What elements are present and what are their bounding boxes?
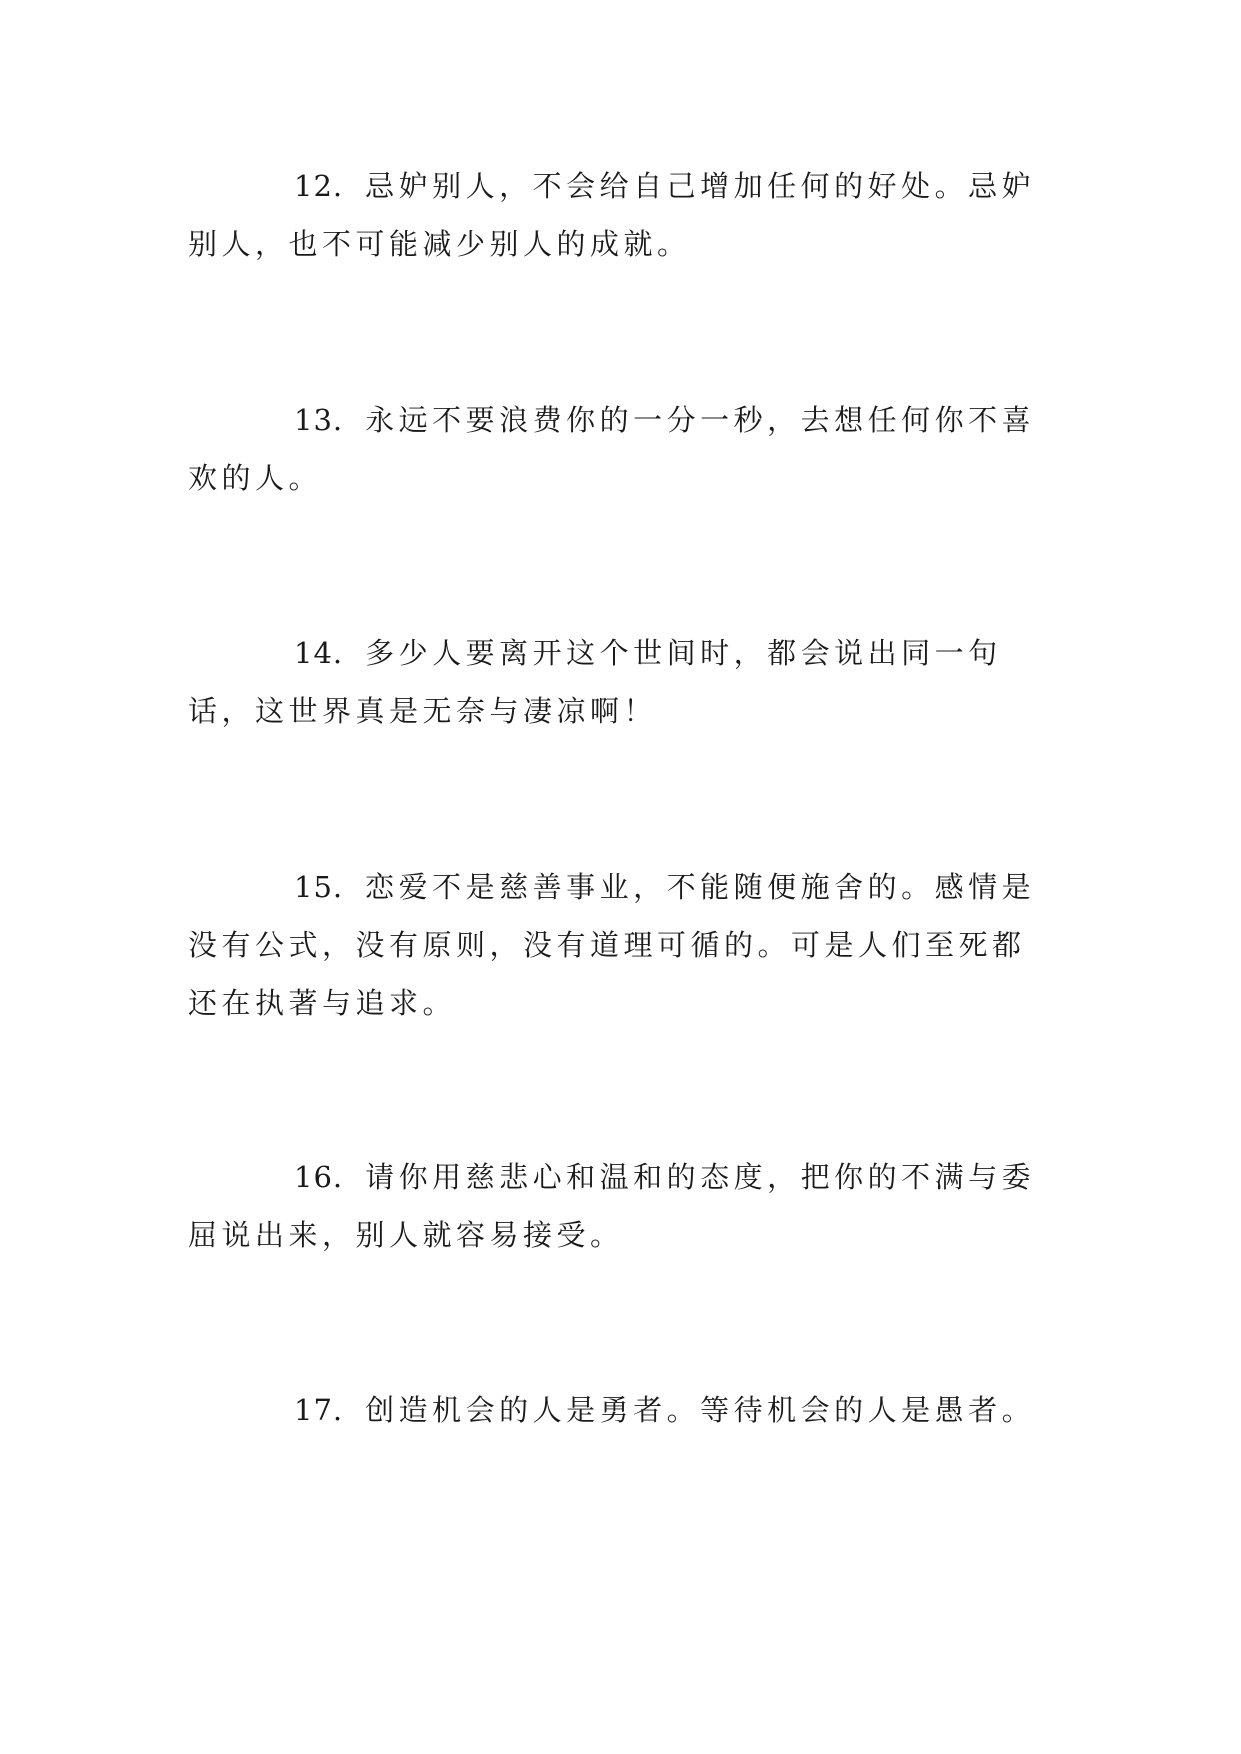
quote-number: 13. xyxy=(294,403,344,437)
quote-text: 创造机会的人是勇者。等待机会的人是愚者。 xyxy=(365,1393,1036,1427)
quote-paragraph xyxy=(188,858,1058,1032)
quote-text: 请你用慈悲心和温和的态度，把你的不满与委屈说出来，别人就容易接受。 xyxy=(188,1160,1036,1252)
quote-number: 17. xyxy=(294,1393,344,1427)
quote-paragraph xyxy=(188,391,1058,507)
quote-paragraph xyxy=(188,624,1058,740)
quote-paragraph xyxy=(188,157,1058,273)
quote-paragraph xyxy=(188,1148,1058,1264)
quote-number: 12. xyxy=(294,169,344,203)
quote-paragraph xyxy=(188,1381,1058,1439)
quote-number: 15. xyxy=(294,870,344,904)
quote-text: 永远不要浪费你的一分一秒，去想任何你不喜欢的人。 xyxy=(188,403,1036,495)
quote-text: 恋爱不是慈善事业，不能随便施舍的。感情是没有公式，没有原则，没有道理可循的。可是人们至死都还在执著与追求。 xyxy=(188,870,1036,1020)
quote-text: 忌妒别人，不会给自己增加任何的好处。忌妒别人，也不可能减少别人的成就。 xyxy=(188,169,1036,261)
quote-number: 14. xyxy=(294,636,344,670)
quote-text: 多少人要离开这个世间时，都会说出同一句话，这世界真是无奈与凄凉啊！ xyxy=(188,636,1002,728)
quote-number: 16. xyxy=(294,1160,344,1194)
